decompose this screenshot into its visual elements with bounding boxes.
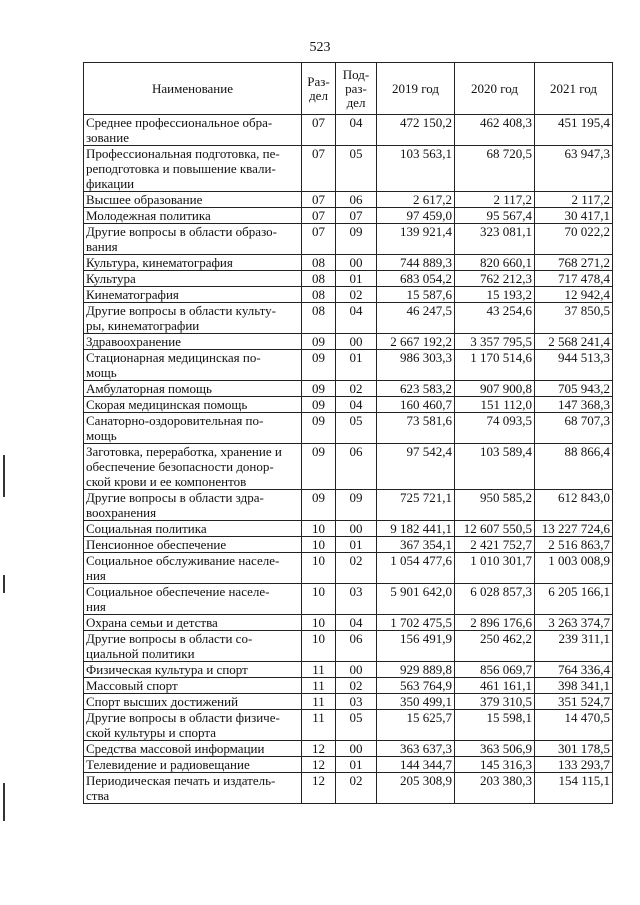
row-value-2021: 30 417,1 <box>535 208 613 224</box>
table-row <box>84 444 613 490</box>
row-section: 09 <box>302 334 336 350</box>
row-section: 07 <box>302 115 336 146</box>
row-subsection: 05 <box>336 146 377 192</box>
row-value-2020: 462 408,3 <box>455 115 535 146</box>
table-row <box>84 413 613 444</box>
row-subsection: 03 <box>336 584 377 615</box>
row-value-2021: 2 516 863,7 <box>535 537 613 553</box>
scan-edge-mark <box>3 575 5 593</box>
row-section: 07 <box>302 146 336 192</box>
row-name: Санаторно-оздоровительная по- мощь <box>84 413 302 444</box>
row-value-2019: 683 054,2 <box>377 271 455 287</box>
row-subsection: 03 <box>336 694 377 710</box>
row-name: Социальное обеспечение населе- ния <box>84 584 302 615</box>
row-value-2021: 239 311,1 <box>535 631 613 662</box>
row-subsection: 05 <box>336 413 377 444</box>
table-row <box>84 397 613 413</box>
row-name: Социальная политика <box>84 521 302 537</box>
row-value-2019: 363 637,3 <box>377 741 455 757</box>
row-value-2019: 160 460,7 <box>377 397 455 413</box>
row-value-2020: 762 212,3 <box>455 271 535 287</box>
row-name: Другие вопросы в области здра- воохранения <box>84 490 302 521</box>
row-value-2019: 2 617,2 <box>377 192 455 208</box>
row-name: Другие вопросы в области со- циальной политики <box>84 631 302 662</box>
table-row <box>84 271 613 287</box>
row-value-2019: 563 764,9 <box>377 678 455 694</box>
row-value-2020: 43 254,6 <box>455 303 535 334</box>
row-subsection: 04 <box>336 397 377 413</box>
header-2020: 2020 год <box>455 63 535 115</box>
row-section: 10 <box>302 631 336 662</box>
table-row <box>84 694 613 710</box>
row-value-2019: 986 303,3 <box>377 350 455 381</box>
row-section: 11 <box>302 678 336 694</box>
row-value-2021: 301 178,5 <box>535 741 613 757</box>
row-section: 07 <box>302 224 336 255</box>
header-name: Наименование <box>84 63 302 115</box>
table-row <box>84 350 613 381</box>
row-value-2019: 1 054 477,6 <box>377 553 455 584</box>
row-section: 09 <box>302 413 336 444</box>
row-value-2021: 12 942,4 <box>535 287 613 303</box>
table-row <box>84 553 613 584</box>
table-row <box>84 741 613 757</box>
row-value-2020: 323 081,1 <box>455 224 535 255</box>
row-value-2021: 63 947,3 <box>535 146 613 192</box>
row-value-2020: 151 112,0 <box>455 397 535 413</box>
row-value-2021: 612 843,0 <box>535 490 613 521</box>
row-value-2020: 363 506,9 <box>455 741 535 757</box>
row-value-2019: 103 563,1 <box>377 146 455 192</box>
row-value-2020: 15 598,1 <box>455 710 535 741</box>
row-name: Молодежная политика <box>84 208 302 224</box>
row-section: 09 <box>302 350 336 381</box>
row-subsection: 07 <box>336 208 377 224</box>
row-section: 11 <box>302 694 336 710</box>
row-value-2021: 451 195,4 <box>535 115 613 146</box>
budget-table <box>83 62 613 804</box>
row-name: Культура, кинематография <box>84 255 302 271</box>
row-value-2021: 764 336,4 <box>535 662 613 678</box>
row-name: Кинематография <box>84 287 302 303</box>
row-subsection: 09 <box>336 490 377 521</box>
row-value-2021: 154 115,1 <box>535 773 613 804</box>
row-subsection: 02 <box>336 773 377 804</box>
row-value-2019: 2 667 192,2 <box>377 334 455 350</box>
row-section: 10 <box>302 584 336 615</box>
row-name: Телевидение и радиовещание <box>84 757 302 773</box>
row-name: Стационарная медицинская по- мощь <box>84 350 302 381</box>
row-value-2021: 944 513,3 <box>535 350 613 381</box>
row-section: 09 <box>302 381 336 397</box>
page-number: 523 <box>309 40 331 55</box>
row-value-2020: 103 589,4 <box>455 444 535 490</box>
table-row <box>84 381 613 397</box>
row-value-2020: 2 896 176,6 <box>455 615 535 631</box>
row-section: 10 <box>302 553 336 584</box>
row-value-2019: 144 344,7 <box>377 757 455 773</box>
row-name: Другие вопросы в области образо- вания <box>84 224 302 255</box>
row-subsection: 01 <box>336 271 377 287</box>
row-name: Социальное обслуживание населе- ния <box>84 553 302 584</box>
scan-edge-mark <box>3 455 5 497</box>
table-row <box>84 224 613 255</box>
table-row <box>84 255 613 271</box>
table-row <box>84 537 613 553</box>
row-name: Охрана семьи и детства <box>84 615 302 631</box>
row-value-2021: 13 227 724,6 <box>535 521 613 537</box>
row-value-2020: 1 010 301,7 <box>455 553 535 584</box>
table-row <box>84 631 613 662</box>
row-value-2019: 744 889,3 <box>377 255 455 271</box>
table-row <box>84 115 613 146</box>
row-value-2019: 139 921,4 <box>377 224 455 255</box>
row-section: 10 <box>302 521 336 537</box>
row-name: Профессиональная подготовка, пе- реподготовка и повышение квали- фикации <box>84 146 302 192</box>
row-value-2019: 367 354,1 <box>377 537 455 553</box>
table-row <box>84 490 613 521</box>
row-subsection: 00 <box>336 334 377 350</box>
row-subsection: 01 <box>336 537 377 553</box>
table-header-row <box>84 63 613 115</box>
row-section: 08 <box>302 255 336 271</box>
row-value-2020: 15 193,2 <box>455 287 535 303</box>
row-value-2020: 6 028 857,3 <box>455 584 535 615</box>
row-value-2019: 97 542,4 <box>377 444 455 490</box>
header-2019: 2019 год <box>377 63 455 115</box>
row-subsection: 01 <box>336 350 377 381</box>
row-section: 12 <box>302 757 336 773</box>
table-row <box>84 334 613 350</box>
table-row <box>84 584 613 615</box>
row-value-2020: 145 316,3 <box>455 757 535 773</box>
row-value-2021: 1 003 008,9 <box>535 553 613 584</box>
row-name: Массовый спорт <box>84 678 302 694</box>
row-value-2020: 95 567,4 <box>455 208 535 224</box>
table-row <box>84 773 613 804</box>
row-subsection: 04 <box>336 615 377 631</box>
table-row <box>84 192 613 208</box>
row-section: 07 <box>302 192 336 208</box>
scan-edge-mark <box>3 783 5 821</box>
row-name: Культура <box>84 271 302 287</box>
row-section: 10 <box>302 615 336 631</box>
row-value-2021: 68 707,3 <box>535 413 613 444</box>
row-subsection: 06 <box>336 631 377 662</box>
table-row <box>84 287 613 303</box>
table-row <box>84 757 613 773</box>
row-value-2020: 1 170 514,6 <box>455 350 535 381</box>
row-name: Периодическая печать и издатель- ства <box>84 773 302 804</box>
row-value-2019: 156 491,9 <box>377 631 455 662</box>
row-subsection: 00 <box>336 255 377 271</box>
row-subsection: 02 <box>336 287 377 303</box>
row-subsection: 00 <box>336 521 377 537</box>
row-section: 11 <box>302 662 336 678</box>
row-value-2019: 9 182 441,1 <box>377 521 455 537</box>
row-value-2021: 705 943,2 <box>535 381 613 397</box>
row-name: Здравоохранение <box>84 334 302 350</box>
row-subsection: 06 <box>336 444 377 490</box>
row-name: Другие вопросы в области культу- ры, кинематографии <box>84 303 302 334</box>
row-name: Другие вопросы в области физиче- ской культуры и спорта <box>84 710 302 741</box>
row-value-2021: 70 022,2 <box>535 224 613 255</box>
row-value-2020: 68 720,5 <box>455 146 535 192</box>
row-section: 08 <box>302 287 336 303</box>
row-value-2020: 3 357 795,5 <box>455 334 535 350</box>
row-value-2021: 2 117,2 <box>535 192 613 208</box>
row-subsection: 00 <box>336 741 377 757</box>
row-value-2020: 12 607 550,5 <box>455 521 535 537</box>
header-2021: 2021 год <box>535 63 613 115</box>
row-subsection: 02 <box>336 678 377 694</box>
row-value-2021: 147 368,3 <box>535 397 613 413</box>
row-value-2019: 725 721,1 <box>377 490 455 521</box>
row-value-2020: 2 421 752,7 <box>455 537 535 553</box>
row-section: 10 <box>302 537 336 553</box>
row-name: Среднее профессиональное обра- зование <box>84 115 302 146</box>
table-row <box>84 678 613 694</box>
row-value-2021: 133 293,7 <box>535 757 613 773</box>
row-value-2019: 5 901 642,0 <box>377 584 455 615</box>
row-subsection: 00 <box>336 662 377 678</box>
row-value-2020: 203 380,3 <box>455 773 535 804</box>
row-name: Высшее образование <box>84 192 302 208</box>
row-value-2019: 205 308,9 <box>377 773 455 804</box>
row-subsection: 06 <box>336 192 377 208</box>
table-row <box>84 615 613 631</box>
row-name: Физическая культура и спорт <box>84 662 302 678</box>
row-value-2021: 88 866,4 <box>535 444 613 490</box>
row-subsection: 05 <box>336 710 377 741</box>
row-value-2021: 6 205 166,1 <box>535 584 613 615</box>
row-value-2021: 398 341,1 <box>535 678 613 694</box>
row-section: 09 <box>302 397 336 413</box>
row-value-2019: 15 587,6 <box>377 287 455 303</box>
row-value-2020: 74 093,5 <box>455 413 535 444</box>
row-section: 08 <box>302 303 336 334</box>
row-value-2020: 379 310,5 <box>455 694 535 710</box>
row-subsection: 09 <box>336 224 377 255</box>
table-row <box>84 146 613 192</box>
row-subsection: 02 <box>336 553 377 584</box>
row-subsection: 02 <box>336 381 377 397</box>
row-name: Скорая медицинская помощь <box>84 397 302 413</box>
row-section: 08 <box>302 271 336 287</box>
row-value-2021: 37 850,5 <box>535 303 613 334</box>
row-subsection: 01 <box>336 757 377 773</box>
table-row <box>84 303 613 334</box>
row-value-2021: 3 263 374,7 <box>535 615 613 631</box>
row-section: 12 <box>302 741 336 757</box>
row-value-2021: 351 524,7 <box>535 694 613 710</box>
row-section: 09 <box>302 490 336 521</box>
row-value-2019: 350 499,1 <box>377 694 455 710</box>
row-name: Средства массовой информации <box>84 741 302 757</box>
row-value-2019: 623 583,2 <box>377 381 455 397</box>
row-value-2021: 717 478,4 <box>535 271 613 287</box>
row-value-2019: 15 625,7 <box>377 710 455 741</box>
row-value-2019: 97 459,0 <box>377 208 455 224</box>
row-value-2020: 950 585,2 <box>455 490 535 521</box>
row-section: 11 <box>302 710 336 741</box>
row-value-2020: 856 069,7 <box>455 662 535 678</box>
row-value-2020: 461 161,1 <box>455 678 535 694</box>
row-value-2019: 929 889,8 <box>377 662 455 678</box>
row-section: 07 <box>302 208 336 224</box>
row-name: Спорт высших достижений <box>84 694 302 710</box>
row-section: 12 <box>302 773 336 804</box>
row-value-2020: 820 660,1 <box>455 255 535 271</box>
table-row <box>84 208 613 224</box>
row-value-2020: 2 117,2 <box>455 192 535 208</box>
row-section: 09 <box>302 444 336 490</box>
row-value-2020: 250 462,2 <box>455 631 535 662</box>
table-row <box>84 521 613 537</box>
table-row <box>84 662 613 678</box>
row-value-2021: 768 271,2 <box>535 255 613 271</box>
row-value-2020: 907 900,8 <box>455 381 535 397</box>
row-name: Пенсионное обеспечение <box>84 537 302 553</box>
row-name: Амбулаторная помощь <box>84 381 302 397</box>
row-subsection: 04 <box>336 303 377 334</box>
row-subsection: 04 <box>336 115 377 146</box>
row-value-2019: 46 247,5 <box>377 303 455 334</box>
row-value-2021: 14 470,5 <box>535 710 613 741</box>
header-section: Раз- дел <box>302 63 336 115</box>
row-name: Заготовка, переработка, хранение и обеспечение безопасности донор- ской крови и ее компонентов <box>84 444 302 490</box>
table-row <box>84 710 613 741</box>
row-value-2019: 1 702 475,5 <box>377 615 455 631</box>
header-subsection: Под- раз- дел <box>336 63 377 115</box>
row-value-2021: 2 568 241,4 <box>535 334 613 350</box>
row-value-2019: 73 581,6 <box>377 413 455 444</box>
row-value-2019: 472 150,2 <box>377 115 455 146</box>
